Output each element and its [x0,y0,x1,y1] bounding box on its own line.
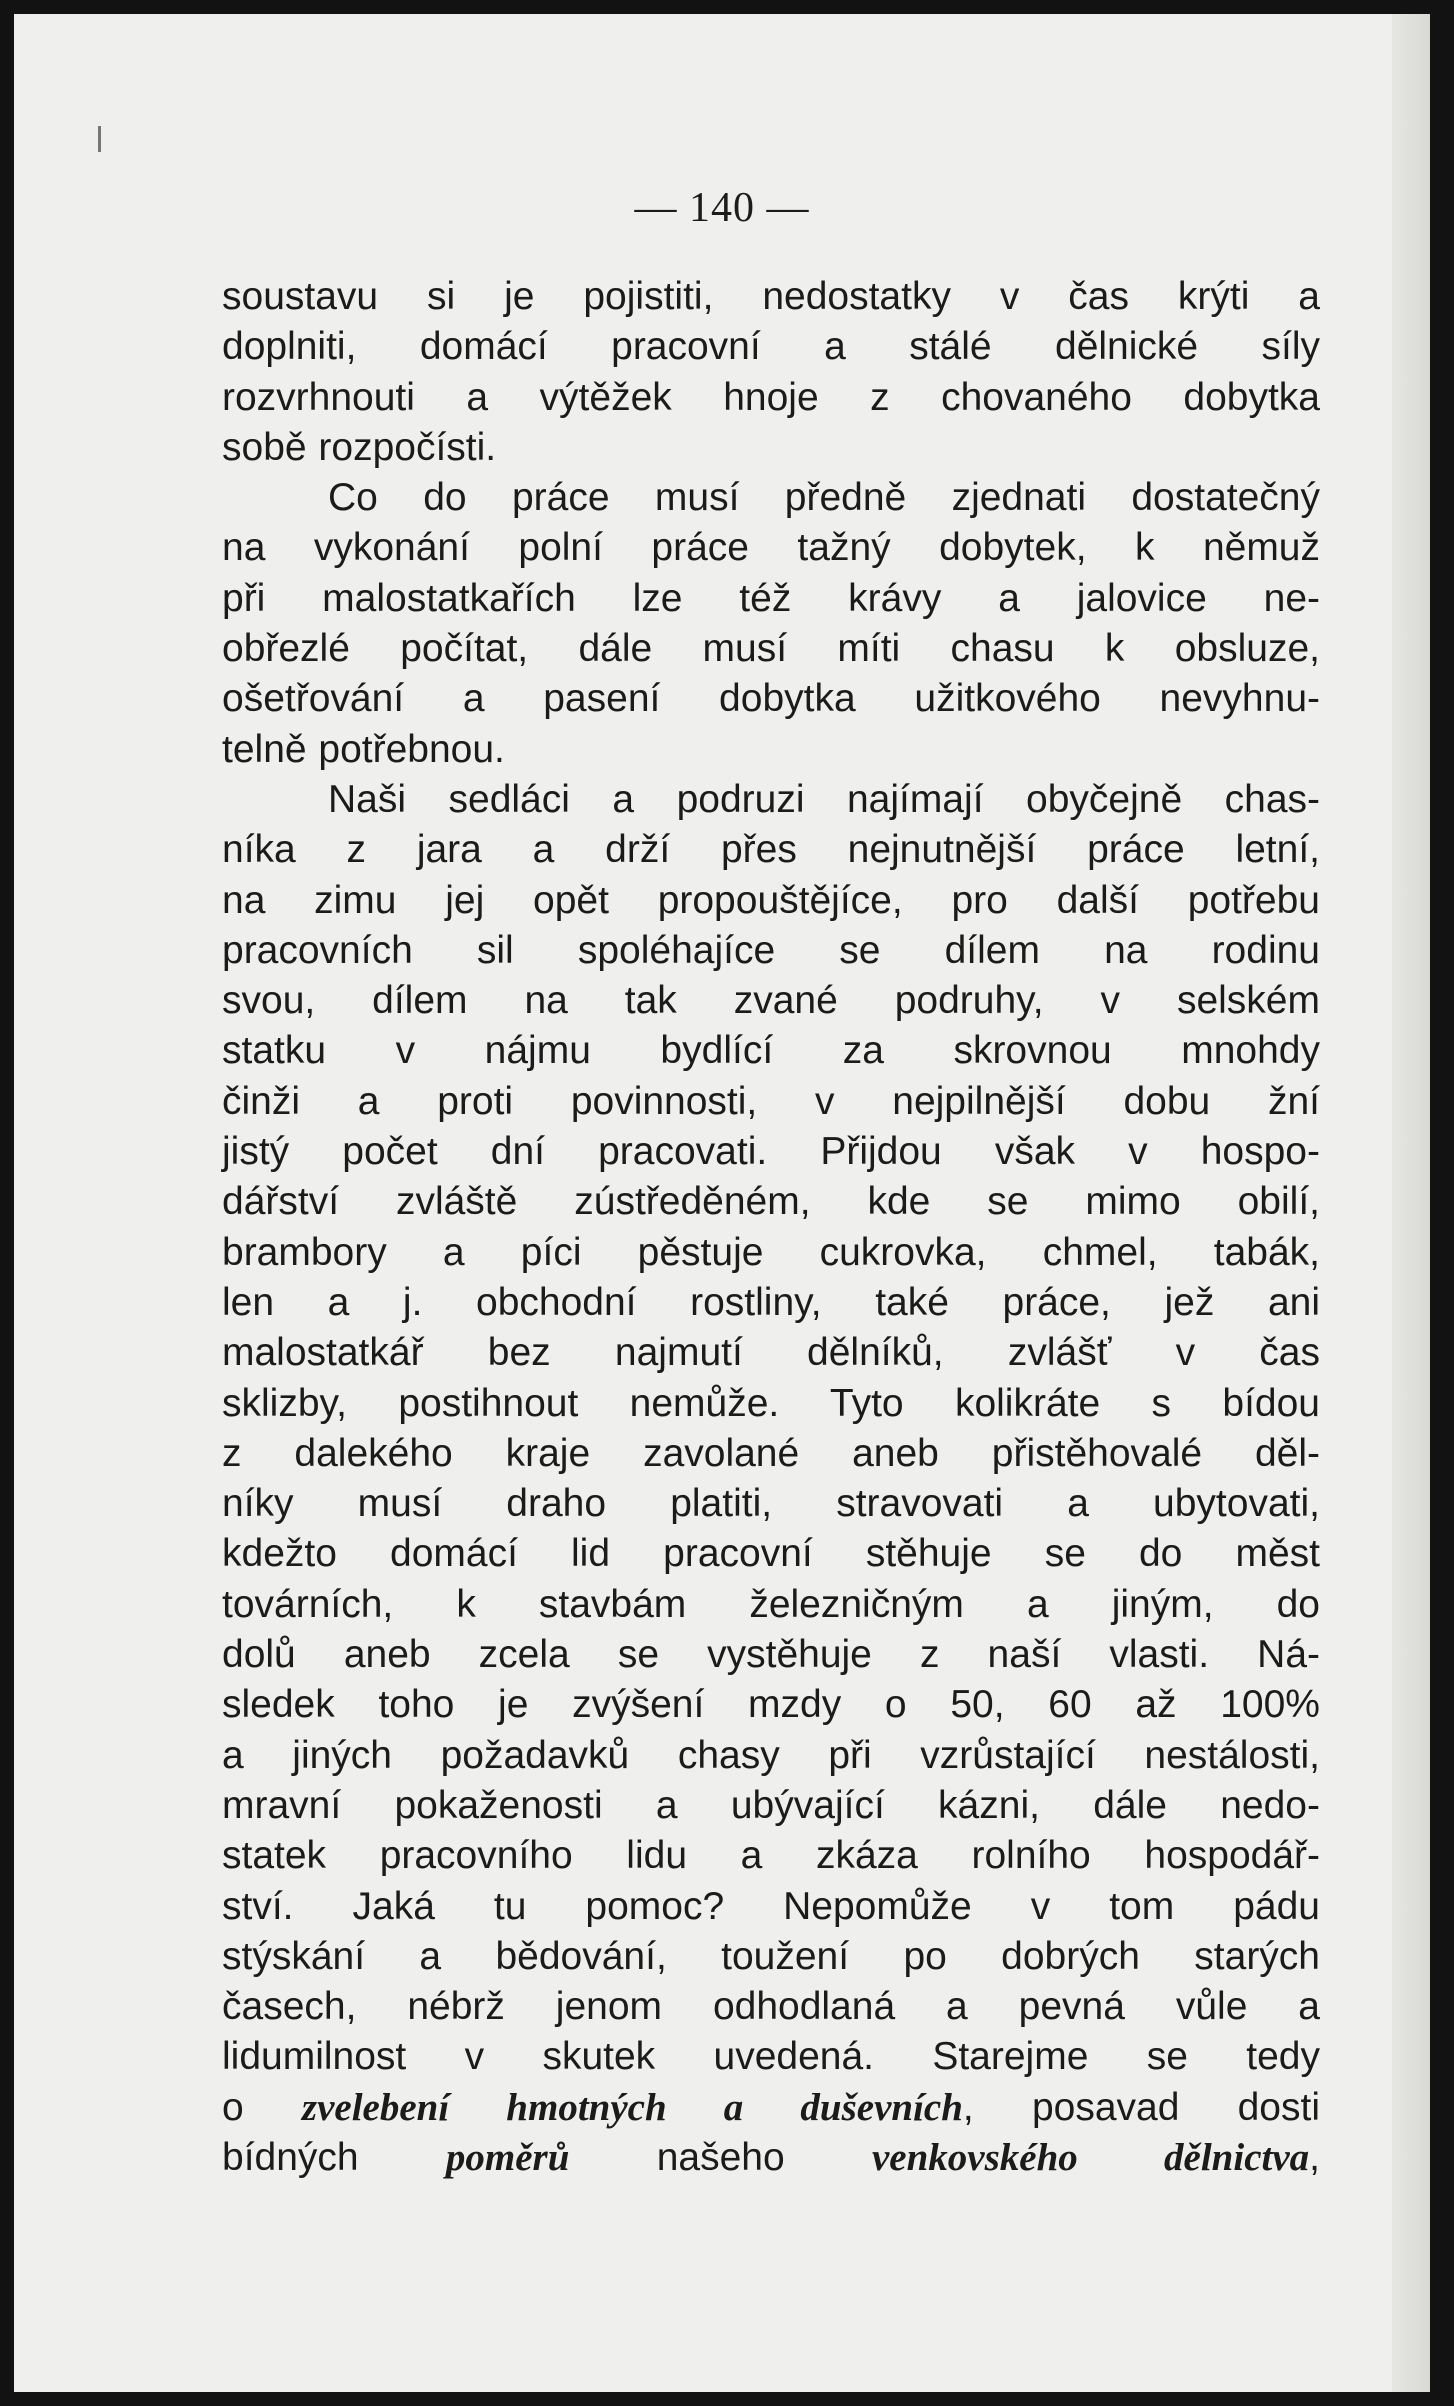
text-line: při malostatkařích lze též krávy a jalovice ne- [222,576,1320,620]
text-line: továrních, k stavbám železničným a jiným, do [222,1582,1320,1626]
text-line: len a j. obchodní rostliny, také práce, jež ani [222,1280,1320,1324]
emphasis-text: zvelebení hmotných a duševních [301,2085,963,2129]
page-number: — 140 — [634,185,810,231]
text-fragment: o [222,2085,302,2129]
text-line-italic-mixed [222,2133,1320,2183]
text-line: sobě rozpočísti. [222,425,497,469]
text-line: kdežto domácí lid pracovní stěhuje se do měst [222,1532,1320,1576]
text-line: malostatkář bez najmutí dělníků, zvlášť v čas [222,1331,1320,1375]
text-line: činži a proti povinnosti, v nejpilnější dobu žní [222,1079,1320,1123]
text-line: dolů aneb zcela se vystěhuje z naší vlasti. Ná- [222,1633,1320,1677]
page-edge-shadow [1392,14,1430,2392]
text-line: ošetřování a pasení dobytka užitkového nevyhnu- [222,677,1320,721]
text-line: telně potřebnou. [222,727,505,771]
text-line-italic-mixed [222,2083,1320,2133]
text-line: brambory a píci pěstuje cukrovka, chmel, tabák, [222,1230,1320,1274]
text-line: sklizby, postihnout nemůže. Tyto kolikráte s bídou [222,1381,1320,1425]
emphasis-text: venkovského dělnictva [872,2135,1310,2179]
text-line: dářství zvláště zústředěném, kde se mimo obilí, [222,1180,1320,1224]
text-line: Naši sedláci a podruzi najímají obyčejně chas- [328,777,1320,821]
text-fragment: , [1309,2135,1320,2179]
text-line: na zimu jej opět propouštějíce, pro další potřebu [222,878,1320,922]
text-line: soustavu si je pojistiti, nedostatky v čas krýti a [222,275,1320,318]
text-line: na vykonání polní práce tažný dobytek, k němuž [222,526,1320,570]
text-line: ství. Jaká tu pomoc? Nepomůže v tom pádu [222,1884,1320,1928]
text-line: časech, nébrž jenom odhodlaná a pevná vůle a [222,1985,1320,2029]
text-line: níka z jara a drží přes nejnutnější práce letní, [222,828,1320,872]
text-line: jistý počet dní pracovati. Přijdou však v hospo- [222,1130,1320,1174]
body-text [222,272,1320,2183]
text-line: z dalekého kraje zavolané aneb přistěhovalé děl- [222,1431,1320,1475]
text-line: mravní pokaženosti a ubývající kázni, dále nedo- [222,1783,1320,1827]
text-fragment: bídných [222,2135,446,2179]
text-line: pracovních sil spoléhajíce se dílem na rodinu [222,928,1320,972]
text-line: obřezlé počítat, dále musí míti chasu k obsluze, [222,627,1320,671]
text-line: stýskání a bědování, toužení po dobrých starých [222,1934,1320,1978]
text-line: sledek toho je zvýšení mzdy o 50, 60 až 100% [222,1683,1320,1727]
text-line: Co do práce musí předně zjednati dostatečný [328,476,1320,520]
text-line: a jiných požadavků chasy při vzrůstající nestálosti, [222,1733,1320,1777]
page-mark [98,126,101,152]
text-line: statek pracovního lidu a zkáza rolního hospodář- [222,1834,1320,1878]
text-line: lidumilnost v skutek uvedená. Starejme se tedy [222,2035,1320,2079]
text-line: níky musí draho platiti, stravovati a ubytovati, [222,1482,1320,1526]
emphasis-text: poměrů [445,2135,570,2179]
text-line: rozvrhnouti a výtěžek hnoje z chovaného dobytka [222,375,1320,419]
text-fragment: našeho [569,2135,872,2179]
text-line: svou, dílem na tak zvané podruhy, v selském [222,979,1320,1023]
text-fragment: , posavad dosti [962,2085,1320,2129]
book-page [14,14,1430,2392]
text-line: statku v nájmu bydlící za skrovnou mnohdy [222,1029,1320,1073]
text-line: doplniti, domácí pracovní a stálé dělnické síly [222,325,1320,369]
